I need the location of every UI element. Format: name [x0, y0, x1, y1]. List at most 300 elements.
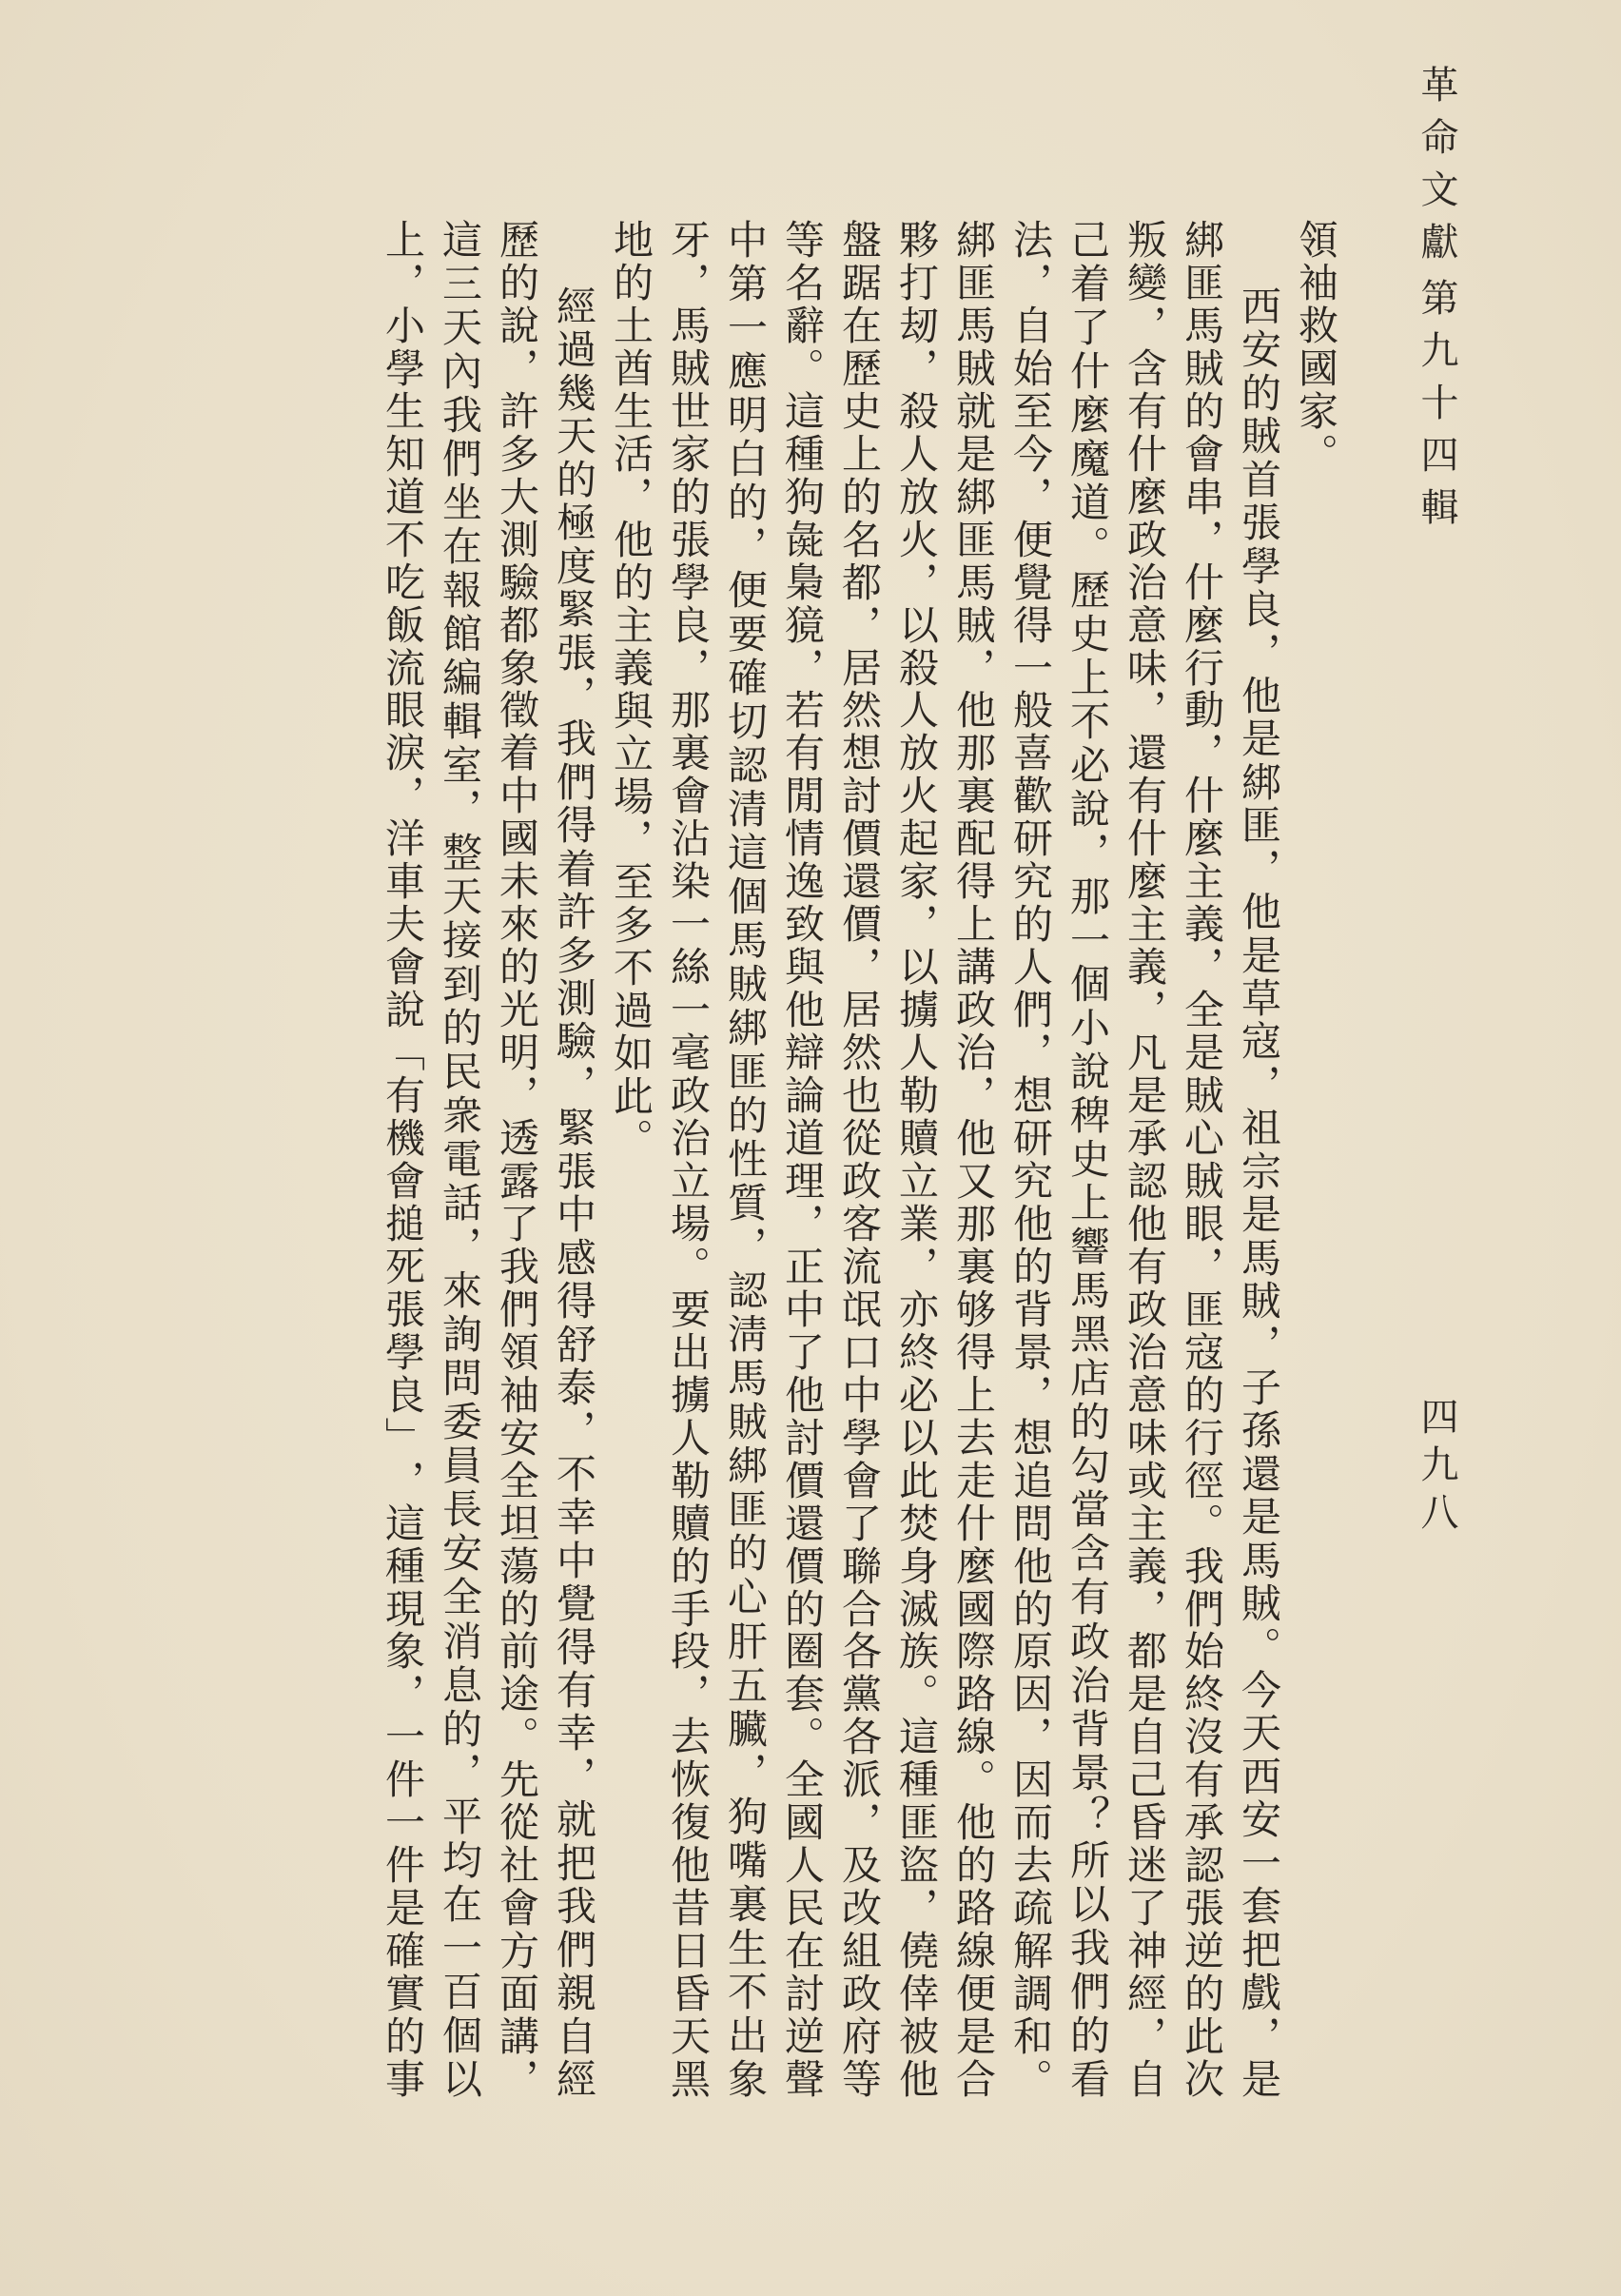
glyph: 究	[1007, 1159, 1054, 1200]
glyph: 昔	[665, 1887, 712, 1928]
glyph: 主	[1122, 903, 1168, 944]
glyph: ，	[836, 1801, 883, 1842]
glyph: 還	[1122, 732, 1168, 773]
glyph: 多	[551, 933, 597, 974]
glyph: 意	[1122, 603, 1168, 644]
glyph: ，	[1007, 1031, 1054, 1072]
glyph: 國	[950, 1587, 997, 1628]
glyph: 編	[437, 657, 483, 697]
glyph: 神	[1122, 1930, 1168, 1971]
glyph: 情	[779, 817, 826, 858]
glyph: 」	[380, 1416, 426, 1457]
glyph: 的	[1236, 371, 1282, 412]
glyph: 袖	[494, 1373, 540, 1414]
glyph: ，	[437, 788, 483, 829]
glyph: 賊	[1236, 415, 1282, 456]
glyph: ，	[1179, 732, 1225, 773]
glyph: ，	[380, 1673, 426, 1714]
glyph: 賊	[1179, 346, 1225, 387]
glyph: ，	[1064, 832, 1111, 873]
glyph: 來	[494, 903, 540, 944]
glyph: 上	[1064, 1182, 1111, 1223]
glyph: ，	[380, 775, 426, 815]
glyph: 麼	[1179, 603, 1225, 644]
glyph: 五	[722, 1663, 769, 1704]
glyph: 刼	[893, 304, 940, 344]
glyph: 全	[779, 1758, 826, 1799]
glyph: 他	[1007, 1544, 1054, 1585]
glyph: ，	[779, 646, 826, 687]
glyph: ，	[950, 1074, 997, 1115]
glyph: 論	[779, 1074, 826, 1115]
glyph: 追	[1007, 1459, 1054, 1500]
glyph: ，	[551, 1063, 597, 1104]
glyph: 路	[950, 1673, 997, 1714]
glyph: 政	[950, 989, 997, 1030]
glyph: 匪	[1179, 1287, 1225, 1328]
glyph: 勒	[893, 1074, 940, 1115]
glyph: 徑	[1179, 1459, 1225, 1500]
glyph: 子	[1236, 1365, 1282, 1406]
glyph: 嘴	[722, 1838, 769, 1879]
glyph: 了	[779, 1330, 826, 1371]
glyph: 主	[608, 604, 654, 644]
glyph: 味	[1122, 646, 1168, 687]
glyph: 辯	[779, 1031, 826, 1072]
glyph: 逆	[779, 2015, 826, 2056]
glyph: 這	[893, 1716, 940, 1756]
glyph: 及	[836, 1844, 883, 1885]
glyph: 背	[1007, 1287, 1054, 1328]
glyph: 的	[1179, 1972, 1225, 2013]
glyph: 多	[608, 904, 654, 944]
glyph: 沾	[665, 817, 712, 858]
glyph: 價	[836, 817, 883, 858]
glyph: 驗	[494, 560, 540, 601]
glyph: 得	[1007, 603, 1054, 644]
glyph: 全	[1179, 989, 1225, 1030]
glyph: 上	[950, 903, 997, 944]
glyph: 經	[551, 2057, 597, 2098]
glyph: 出	[665, 1330, 712, 1371]
glyph: 是	[1236, 933, 1282, 974]
glyph: 自	[551, 2014, 597, 2055]
glyph: 賊	[722, 963, 769, 1004]
glyph: 良	[380, 1373, 426, 1414]
glyph: 要	[665, 1287, 712, 1328]
glyph: 狗	[722, 1795, 769, 1835]
glyph: 明	[494, 1031, 540, 1072]
glyph: 那	[950, 732, 997, 773]
glyph: 想	[836, 732, 883, 773]
glyph: ，	[779, 1202, 826, 1243]
glyph: 賊	[1236, 1280, 1282, 1321]
glyph: 的	[1007, 1587, 1054, 1628]
glyph: 的	[494, 261, 540, 302]
glyph: 會	[380, 1159, 426, 1200]
glyph: 委	[437, 1401, 483, 1442]
glyph: 報	[437, 569, 483, 610]
glyph: 居	[836, 989, 883, 1030]
glyph: 消	[437, 1619, 483, 1660]
glyph: 義	[1122, 1544, 1168, 1585]
text-column-14	[549, 285, 598, 2098]
glyph: 以	[893, 946, 940, 987]
glyph: 叛	[1122, 219, 1168, 259]
glyph: 稗	[1064, 1094, 1111, 1135]
glyph: 理	[779, 1159, 826, 1200]
glyph: 治	[1122, 1330, 1168, 1371]
glyph: 生	[722, 1926, 769, 1967]
glyph: 還	[779, 1501, 826, 1542]
glyph: ，	[494, 1074, 540, 1115]
glyph: 名	[779, 261, 826, 302]
glyph: 有	[551, 1669, 597, 1709]
glyph: 他	[950, 689, 997, 730]
glyph: 問	[437, 1357, 483, 1398]
glyph: 未	[494, 860, 540, 901]
glyph: 次	[1179, 2057, 1225, 2098]
glyph: 坐	[437, 481, 483, 522]
glyph: 舒	[551, 1323, 597, 1364]
glyph: 有	[1179, 1758, 1225, 1799]
glyph: 都	[836, 560, 883, 601]
glyph: 救	[1293, 304, 1339, 344]
glyph: 馬	[722, 1357, 769, 1398]
glyph: 從	[494, 1801, 540, 1842]
glyph: 這	[779, 389, 826, 430]
glyph: 他	[950, 1801, 997, 1842]
text-column-4	[1120, 219, 1169, 2098]
glyph: 致	[779, 903, 826, 944]
glyph: 那	[950, 1202, 997, 1243]
glyph: 夫	[380, 903, 426, 944]
glyph: 政	[665, 1074, 712, 1115]
glyph: 辭	[779, 304, 826, 344]
glyph: 與	[608, 690, 654, 730]
glyph: 過	[551, 328, 597, 369]
glyph: 的	[437, 1007, 483, 1048]
glyph: 史	[1064, 613, 1111, 654]
glyph: 件	[380, 1758, 426, 1799]
glyph: 社	[494, 1844, 540, 1885]
glyph: 戲	[1236, 1972, 1282, 2012]
glyph: ，	[494, 346, 540, 387]
glyph: 匪	[950, 518, 997, 559]
glyph: 中	[722, 219, 769, 259]
glyph: 綁	[722, 1444, 769, 1485]
glyph: ，	[950, 646, 997, 687]
glyph: 生	[608, 390, 654, 430]
glyph: 以	[1064, 1882, 1111, 1923]
glyph: 的	[779, 1587, 826, 1628]
glyph: ，	[1122, 304, 1168, 344]
glyph: 合	[836, 1587, 883, 1628]
glyph: 立	[893, 1159, 940, 1200]
glyph: 眼	[1179, 1202, 1225, 1243]
glyph: 露	[494, 1159, 540, 1200]
glyph: 復	[665, 1801, 712, 1842]
glyph: 。	[779, 1716, 826, 1756]
glyph: 中	[836, 1373, 883, 1414]
glyph: 他	[1236, 674, 1282, 715]
glyph: 必	[1064, 744, 1111, 785]
glyph: 我	[1179, 1544, 1225, 1585]
glyph: 的	[1007, 903, 1054, 944]
glyph: 擄	[893, 989, 940, 1030]
glyph: ，	[1236, 2014, 1282, 2055]
glyph: 死	[380, 1245, 426, 1285]
running-header-volume: 第九十四輯	[1415, 278, 1458, 540]
glyph: 如	[608, 1032, 654, 1072]
glyph: 驗	[551, 1020, 597, 1061]
glyph: 泰	[551, 1365, 597, 1406]
glyph: 經	[1122, 1972, 1168, 2013]
glyph: 看	[1064, 2057, 1111, 2098]
glyph: 是	[1122, 1673, 1168, 1714]
glyph: 義	[1179, 903, 1225, 944]
glyph: 應	[722, 350, 769, 391]
glyph: 學	[1236, 544, 1282, 585]
glyph: 測	[494, 518, 540, 559]
glyph: 有	[1064, 1576, 1111, 1617]
glyph: ，	[1236, 847, 1282, 888]
glyph: 立	[665, 1159, 712, 1200]
glyph: 許	[494, 389, 540, 430]
glyph: 討	[779, 1416, 826, 1457]
glyph: 出	[722, 2013, 769, 2054]
glyph: 第	[722, 263, 769, 304]
glyph: 緊	[551, 588, 597, 629]
glyph: 。	[779, 346, 826, 387]
glyph: 放	[893, 732, 940, 773]
glyph: 自	[1122, 2057, 1168, 2098]
glyph: 便	[722, 569, 769, 610]
glyph: 際	[950, 1630, 997, 1671]
glyph: 正	[779, 1245, 826, 1285]
glyph: 他	[1122, 1202, 1168, 1243]
glyph: 盤	[836, 219, 883, 259]
glyph: 的	[950, 1844, 997, 1885]
glyph: 道	[1064, 481, 1111, 522]
glyph: 各	[836, 1630, 883, 1671]
glyph: 們	[1064, 1970, 1111, 2011]
glyph: 一	[1236, 1841, 1282, 1882]
glyph: 蕩	[494, 1544, 540, 1585]
glyph: 得	[551, 1625, 597, 1666]
glyph: 套	[779, 1673, 826, 1714]
glyph: 學	[380, 1330, 426, 1371]
glyph: 客	[836, 1202, 883, 1243]
glyph: 中	[551, 1193, 597, 1234]
glyph: 親	[551, 1972, 597, 2012]
glyph: 意	[1122, 1373, 1168, 1414]
glyph: ，	[1122, 2015, 1168, 2056]
glyph: 聯	[836, 1544, 883, 1585]
glyph: 究	[1007, 860, 1054, 901]
glyph: 認	[1179, 1844, 1225, 1885]
glyph: 吃	[380, 560, 426, 601]
glyph: 各	[836, 1716, 883, 1756]
glyph: 匪	[893, 1801, 940, 1842]
glyph: 種	[893, 1758, 940, 1799]
glyph: 以	[437, 2057, 483, 2098]
glyph: 了	[1122, 1887, 1168, 1928]
glyph: 便	[1007, 518, 1054, 559]
glyph: 。	[494, 1716, 540, 1756]
text-column-16	[435, 219, 484, 2098]
glyph: 若	[779, 689, 826, 730]
glyph: 中	[779, 1287, 826, 1328]
glyph: 綁	[950, 475, 997, 516]
glyph: 裏	[665, 732, 712, 773]
glyph: ，	[1122, 989, 1168, 1030]
glyph: 話	[437, 1182, 483, 1223]
glyph: 件	[380, 1844, 426, 1885]
glyph: 坦	[494, 1501, 540, 1542]
glyph: 人	[1007, 946, 1054, 987]
glyph: 的	[494, 1587, 540, 1628]
glyph: 走	[950, 1459, 997, 1500]
glyph: 討	[779, 1972, 826, 2013]
glyph: 確	[380, 1930, 426, 1971]
glyph: 至	[1007, 389, 1054, 430]
glyph: 的	[1179, 389, 1225, 430]
glyph: 而	[1007, 1801, 1054, 1842]
glyph: 套	[1236, 1885, 1282, 1926]
glyph: 一	[665, 989, 712, 1030]
glyph: 學	[380, 346, 426, 387]
glyph: 張	[551, 1149, 597, 1190]
text-column-17	[378, 219, 427, 2098]
glyph: 是	[1236, 2057, 1282, 2098]
glyph: 先	[494, 1758, 540, 1799]
glyph: ，	[494, 2057, 540, 2098]
glyph: 麼	[1179, 817, 1225, 858]
glyph: 小	[1064, 1007, 1111, 1048]
glyph: 安	[1236, 328, 1282, 369]
glyph: 搥	[380, 1202, 426, 1243]
glyph: 沒	[1179, 1716, 1225, 1756]
glyph: 喜	[1007, 732, 1054, 773]
glyph: 要	[722, 613, 769, 654]
glyph: 人	[893, 689, 940, 730]
glyph: 象	[494, 646, 540, 687]
glyph: 必	[893, 1373, 940, 1414]
glyph: 會	[836, 1459, 883, 1500]
glyph: 踞	[836, 261, 883, 302]
glyph: 人	[893, 432, 940, 473]
glyph: 因	[1007, 1758, 1054, 1799]
glyph: ，	[1122, 689, 1168, 730]
glyph: 的	[836, 475, 883, 516]
glyph: 這	[437, 219, 483, 259]
glyph: 賊	[1236, 1582, 1282, 1623]
glyph: 聲	[779, 2057, 826, 2098]
glyph: 景	[1007, 1330, 1054, 1371]
glyph: 場	[608, 775, 654, 815]
glyph: 等	[779, 219, 826, 259]
glyph: 承	[1179, 1801, 1225, 1842]
glyph: ，	[1179, 518, 1225, 559]
glyph: 天	[437, 306, 483, 347]
glyph: 什	[1179, 560, 1225, 601]
glyph: 國	[494, 817, 540, 858]
glyph: 感	[551, 1236, 597, 1277]
text-column-3	[1177, 219, 1226, 2098]
glyph: 象	[722, 2057, 769, 2098]
glyph: 了	[1064, 306, 1111, 347]
glyph: 名	[836, 518, 883, 559]
glyph: 們	[1007, 989, 1054, 1030]
glyph: 有	[1122, 1245, 1168, 1285]
glyph: 獍	[779, 603, 826, 644]
glyph: 們	[437, 438, 483, 479]
glyph: 還	[1236, 1452, 1282, 1493]
glyph: ，	[1007, 1373, 1054, 1414]
glyph: 氓	[836, 1287, 883, 1328]
glyph: 得	[950, 1330, 997, 1371]
glyph: 義	[608, 647, 654, 687]
glyph: 的	[665, 1544, 712, 1585]
glyph: 確	[722, 657, 769, 697]
glyph: 們	[1179, 1587, 1225, 1628]
glyph: 他	[779, 989, 826, 1030]
glyph: 光	[494, 989, 540, 1030]
glyph: 不	[551, 1452, 597, 1493]
glyph: 今	[1236, 1669, 1282, 1709]
glyph: 人	[893, 1031, 940, 1072]
glyph: 。	[1236, 1625, 1282, 1666]
glyph: 着	[1064, 263, 1111, 304]
glyph: 勒	[665, 1459, 712, 1500]
glyph: 梟	[779, 560, 826, 601]
glyph: 今	[1007, 432, 1054, 473]
glyph: 麼	[1122, 860, 1168, 901]
glyph: 政	[836, 1972, 883, 2013]
text-column-11	[720, 219, 770, 2098]
glyph: ，	[1179, 1245, 1225, 1285]
glyph: 詢	[437, 1313, 483, 1354]
glyph: 逆	[1179, 1930, 1225, 1971]
glyph: 領	[494, 1330, 540, 1371]
glyph: 。	[1007, 2057, 1054, 2098]
glyph: 安	[437, 1532, 483, 1573]
glyph: 是	[950, 432, 997, 473]
glyph: 國	[1293, 347, 1339, 387]
glyph: 在	[779, 1930, 826, 1971]
glyph: 宗	[1236, 1149, 1282, 1190]
glyph: 綁	[1236, 760, 1282, 801]
glyph: 會	[380, 946, 426, 987]
glyph: 族	[893, 1630, 940, 1671]
glyph: 白	[722, 438, 769, 479]
glyph: 一	[1007, 646, 1054, 687]
glyph: 過	[608, 990, 654, 1030]
glyph: 合	[950, 2057, 997, 2098]
glyph: ，	[665, 646, 712, 687]
glyph: 學	[665, 560, 712, 601]
glyph: 以	[893, 1416, 940, 1457]
glyph: 馬	[1236, 1539, 1282, 1580]
glyph: 政	[836, 1159, 883, 1200]
glyph: 夥	[893, 219, 940, 259]
glyph: 始	[1179, 1630, 1225, 1671]
glyph: 領	[1293, 219, 1339, 259]
glyph: 事	[380, 2057, 426, 2098]
glyph: ，	[665, 261, 712, 302]
glyph: 也	[836, 1074, 883, 1115]
